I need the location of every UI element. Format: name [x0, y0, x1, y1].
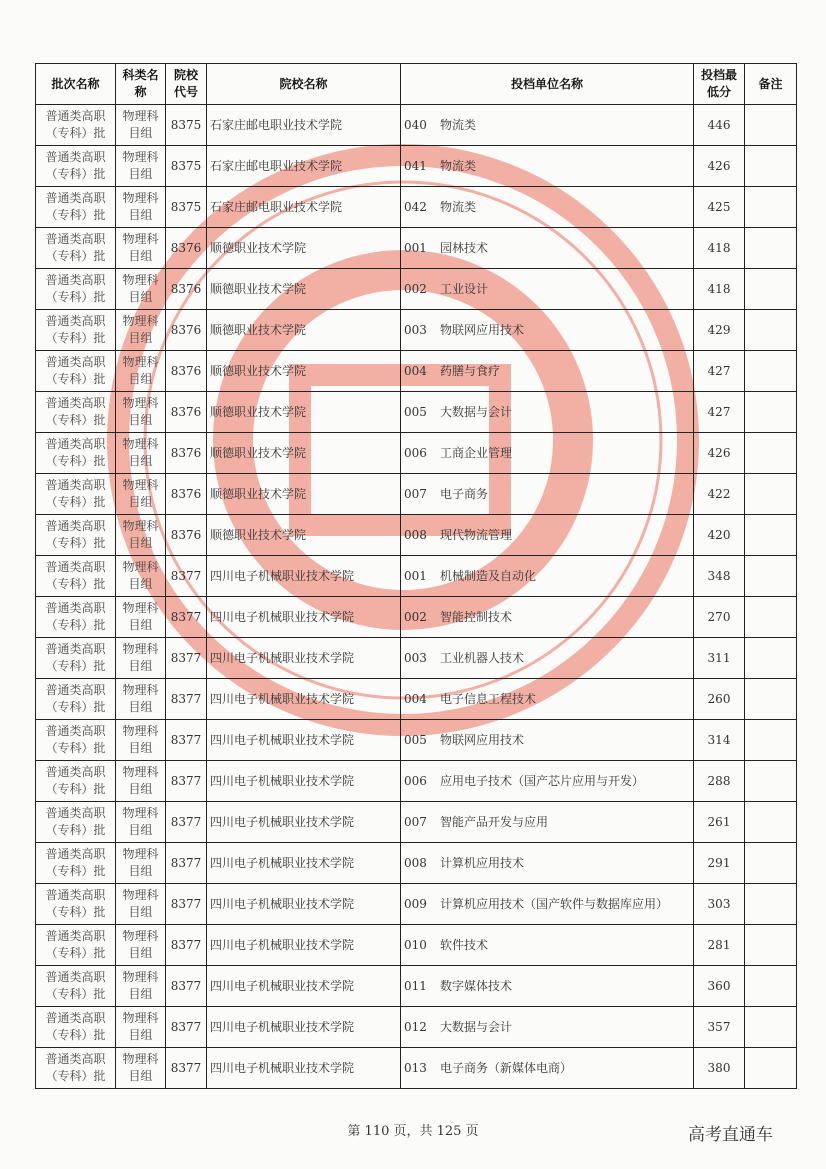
table-header-row	[36, 64, 797, 105]
cell-school-name: 四川电子机械职业技术学院	[207, 802, 401, 843]
cell-category: 物理科目组	[116, 187, 166, 228]
unit-code: 002	[404, 609, 427, 624]
cell-note	[745, 310, 797, 351]
cell-note	[745, 474, 797, 515]
table-row	[36, 351, 797, 392]
cell-school-code: 8377	[166, 925, 207, 966]
cell-school-name: 顺德职业技术学院	[207, 474, 401, 515]
cell-school-name: 顺德职业技术学院	[207, 269, 401, 310]
unit-code: 008	[404, 855, 427, 870]
admission-table	[35, 63, 797, 1089]
cell-note	[745, 351, 797, 392]
unit-code: 006	[404, 445, 427, 460]
cell-min-score: 425	[694, 187, 745, 228]
unit-name: 计算机应用技术	[440, 855, 525, 870]
cell-school-code: 8377	[166, 843, 207, 884]
table-row	[36, 884, 797, 925]
unit-code: 004	[404, 363, 427, 378]
unit-name: 数字媒体技术	[440, 978, 513, 993]
unit-name: 园林技术	[440, 240, 489, 255]
cell-school-name: 四川电子机械职业技术学院	[207, 556, 401, 597]
unit-name: 工业设计	[440, 281, 489, 296]
cell-batch: 普通类高职（专科）批	[36, 269, 116, 310]
cell-school-code: 8375	[166, 146, 207, 187]
cell-note	[745, 597, 797, 638]
cell-unit	[401, 187, 694, 228]
cell-note	[745, 187, 797, 228]
cell-min-score: 261	[694, 802, 745, 843]
cell-category: 物理科目组	[116, 638, 166, 679]
cell-category: 物理科目组	[116, 310, 166, 351]
cell-batch: 普通类高职（专科）批	[36, 638, 116, 679]
unit-code: 005	[404, 404, 427, 419]
cell-batch: 普通类高职（专科）批	[36, 761, 116, 802]
cell-note	[745, 146, 797, 187]
cell-category: 物理科目组	[116, 884, 166, 925]
cell-unit	[401, 884, 694, 925]
cell-note	[745, 1048, 797, 1089]
table-row	[36, 474, 797, 515]
cell-school-name: 顺德职业技术学院	[207, 433, 401, 474]
cell-batch: 普通类高职（专科）批	[36, 187, 116, 228]
table-row	[36, 515, 797, 556]
cell-school-code: 8377	[166, 638, 207, 679]
unit-code: 011	[404, 978, 427, 993]
cell-batch: 普通类高职（专科）批	[36, 1048, 116, 1089]
cell-min-score: 303	[694, 884, 745, 925]
cell-school-code: 8377	[166, 884, 207, 925]
unit-name: 电子商务	[440, 486, 489, 501]
cell-min-score: 288	[694, 761, 745, 802]
cell-note	[745, 720, 797, 761]
table-row	[36, 269, 797, 310]
table-row	[36, 761, 797, 802]
cell-category: 物理科目组	[116, 146, 166, 187]
table-row	[36, 433, 797, 474]
cell-min-score: 360	[694, 966, 745, 1007]
cell-min-score: 260	[694, 679, 745, 720]
cell-note	[745, 638, 797, 679]
table-row	[36, 925, 797, 966]
cell-category: 物理科目组	[116, 597, 166, 638]
unit-code: 003	[404, 650, 427, 665]
cell-category: 物理科目组	[116, 679, 166, 720]
cell-batch: 普通类高职（专科）批	[36, 556, 116, 597]
cell-min-score: 446	[694, 105, 745, 146]
unit-name: 大数据与会计	[440, 1019, 513, 1034]
table-row	[36, 1048, 797, 1089]
cell-note	[745, 966, 797, 1007]
cell-note	[745, 761, 797, 802]
unit-name: 应用电子技术（国产芯片应用与开发）	[440, 773, 645, 788]
cell-school-name: 顺德职业技术学院	[207, 392, 401, 433]
unit-name: 计算机应用技术（国产软件与数据库应用）	[440, 896, 669, 911]
cell-school-name: 四川电子机械职业技术学院	[207, 1048, 401, 1089]
cell-unit	[401, 925, 694, 966]
cell-note	[745, 679, 797, 720]
cell-min-score: 429	[694, 310, 745, 351]
cell-category: 物理科目组	[116, 515, 166, 556]
unit-name: 工业机器人技术	[440, 650, 525, 665]
cell-unit	[401, 1048, 694, 1089]
cell-min-score: 427	[694, 351, 745, 392]
cell-batch: 普通类高职（专科）批	[36, 597, 116, 638]
unit-code: 001	[404, 240, 427, 255]
cell-unit	[401, 515, 694, 556]
cell-school-code: 8377	[166, 720, 207, 761]
table-row	[36, 966, 797, 1007]
cell-min-score: 357	[694, 1007, 745, 1048]
unit-name: 现代物流管理	[440, 527, 513, 542]
table-row	[36, 843, 797, 884]
cell-school-name: 四川电子机械职业技术学院	[207, 638, 401, 679]
cell-category: 物理科目组	[116, 392, 166, 433]
cell-school-code: 8375	[166, 187, 207, 228]
cell-school-code: 8377	[166, 802, 207, 843]
cell-school-name: 四川电子机械职业技术学院	[207, 597, 401, 638]
cell-category: 物理科目组	[116, 966, 166, 1007]
cell-note	[745, 1007, 797, 1048]
cell-category: 物理科目组	[116, 474, 166, 515]
cell-note	[745, 843, 797, 884]
cell-unit	[401, 105, 694, 146]
table-row	[36, 679, 797, 720]
cell-school-name: 四川电子机械职业技术学院	[207, 884, 401, 925]
header-school-code: 院校代号	[166, 64, 207, 105]
table-row	[36, 105, 797, 146]
cell-batch: 普通类高职（专科）批	[36, 925, 116, 966]
unit-name: 工商企业管理	[440, 445, 513, 460]
cell-batch: 普通类高职（专科）批	[36, 966, 116, 1007]
cell-category: 物理科目组	[116, 925, 166, 966]
table-row	[36, 146, 797, 187]
cell-school-code: 8376	[166, 392, 207, 433]
cell-batch: 普通类高职（专科）批	[36, 720, 116, 761]
cell-school-code: 8376	[166, 351, 207, 392]
cell-min-score: 426	[694, 146, 745, 187]
cell-category: 物理科目组	[116, 761, 166, 802]
cell-school-name: 四川电子机械职业技术学院	[207, 1007, 401, 1048]
cell-unit	[401, 802, 694, 843]
table-row	[36, 1007, 797, 1048]
unit-code: 003	[404, 322, 427, 337]
cell-school-code: 8376	[166, 474, 207, 515]
cell-school-code: 8377	[166, 966, 207, 1007]
cell-unit	[401, 146, 694, 187]
cell-batch: 普通类高职（专科）批	[36, 433, 116, 474]
cell-school-code: 8376	[166, 515, 207, 556]
cell-school-name: 四川电子机械职业技术学院	[207, 843, 401, 884]
cell-min-score: 426	[694, 433, 745, 474]
cell-unit	[401, 269, 694, 310]
cell-batch: 普通类高职（专科）批	[36, 884, 116, 925]
cell-min-score: 418	[694, 228, 745, 269]
cell-min-score: 348	[694, 556, 745, 597]
cell-category: 物理科目组	[116, 556, 166, 597]
cell-batch: 普通类高职（专科）批	[36, 679, 116, 720]
cell-school-code: 8377	[166, 556, 207, 597]
cell-unit	[401, 556, 694, 597]
cell-unit	[401, 433, 694, 474]
cell-school-code: 8376	[166, 433, 207, 474]
unit-code: 040	[404, 117, 427, 132]
cell-unit	[401, 638, 694, 679]
cell-min-score: 427	[694, 392, 745, 433]
cell-school-name: 四川电子机械职业技术学院	[207, 679, 401, 720]
unit-code: 009	[404, 896, 427, 911]
cell-school-code: 8377	[166, 597, 207, 638]
cell-batch: 普通类高职（专科）批	[36, 351, 116, 392]
table-row	[36, 392, 797, 433]
cell-school-name: 四川电子机械职业技术学院	[207, 720, 401, 761]
cell-school-name: 四川电子机械职业技术学院	[207, 966, 401, 1007]
cell-category: 物理科目组	[116, 720, 166, 761]
cell-school-code: 8377	[166, 1007, 207, 1048]
cell-category: 物理科目组	[116, 228, 166, 269]
cell-unit	[401, 392, 694, 433]
cell-school-name: 四川电子机械职业技术学院	[207, 925, 401, 966]
cell-batch: 普通类高职（专科）批	[36, 802, 116, 843]
cell-note	[745, 392, 797, 433]
cell-min-score: 418	[694, 269, 745, 310]
cell-note	[745, 515, 797, 556]
cell-min-score: 281	[694, 925, 745, 966]
table-row	[36, 597, 797, 638]
unit-code: 001	[404, 568, 427, 583]
cell-note	[745, 105, 797, 146]
unit-name: 电子信息工程技术	[440, 691, 537, 706]
unit-name: 智能控制技术	[440, 609, 513, 624]
table-row	[36, 720, 797, 761]
unit-name: 机械制造及自动化	[440, 568, 537, 583]
table-row	[36, 228, 797, 269]
unit-name: 电子商务（新媒体电商）	[440, 1060, 573, 1075]
cell-unit	[401, 310, 694, 351]
cell-min-score: 291	[694, 843, 745, 884]
cell-school-code: 8376	[166, 269, 207, 310]
unit-name: 物流类	[440, 117, 477, 132]
header-batch: 批次名称	[36, 64, 116, 105]
cell-category: 物理科目组	[116, 802, 166, 843]
cell-min-score: 380	[694, 1048, 745, 1089]
cell-category: 物理科目组	[116, 1048, 166, 1089]
cell-category: 物理科目组	[116, 269, 166, 310]
header-note: 备注	[745, 64, 797, 105]
cell-batch: 普通类高职（专科）批	[36, 310, 116, 351]
cell-school-name: 石家庄邮电职业技术学院	[207, 187, 401, 228]
table-row	[36, 638, 797, 679]
unit-code: 002	[404, 281, 427, 296]
cell-min-score: 420	[694, 515, 745, 556]
cell-note	[745, 556, 797, 597]
cell-school-name: 顺德职业技术学院	[207, 310, 401, 351]
header-unit: 投档单位名称	[401, 64, 694, 105]
unit-code: 010	[404, 937, 427, 952]
unit-name: 大数据与会计	[440, 404, 513, 419]
cell-note	[745, 925, 797, 966]
cell-school-name: 石家庄邮电职业技术学院	[207, 146, 401, 187]
cell-batch: 普通类高职（专科）批	[36, 105, 116, 146]
header-min-score: 投档最低分	[694, 64, 745, 105]
cell-unit	[401, 351, 694, 392]
cell-category: 物理科目组	[116, 1007, 166, 1048]
cell-school-code: 8376	[166, 310, 207, 351]
unit-code: 012	[404, 1019, 427, 1034]
cell-school-name: 顺德职业技术学院	[207, 515, 401, 556]
unit-code: 006	[404, 773, 427, 788]
cell-note	[745, 269, 797, 310]
cell-school-code: 8375	[166, 105, 207, 146]
table-row	[36, 187, 797, 228]
unit-name: 智能产品开发与应用	[440, 814, 549, 829]
cell-school-code: 8376	[166, 228, 207, 269]
cell-unit	[401, 720, 694, 761]
header-category: 科类名称	[116, 64, 166, 105]
cell-batch: 普通类高职（专科）批	[36, 474, 116, 515]
cell-min-score: 311	[694, 638, 745, 679]
cell-min-score: 314	[694, 720, 745, 761]
cell-min-score: 270	[694, 597, 745, 638]
cell-school-code: 8377	[166, 679, 207, 720]
unit-name: 物联网应用技术	[440, 732, 525, 747]
cell-batch: 普通类高职（专科）批	[36, 228, 116, 269]
cell-batch: 普通类高职（专科）批	[36, 1007, 116, 1048]
unit-code: 042	[404, 199, 427, 214]
unit-code: 041	[404, 158, 427, 173]
cell-school-name: 石家庄邮电职业技术学院	[207, 105, 401, 146]
table-row	[36, 556, 797, 597]
cell-category: 物理科目组	[116, 433, 166, 474]
cell-unit	[401, 843, 694, 884]
unit-name: 物流类	[440, 199, 477, 214]
unit-name: 物联网应用技术	[440, 322, 525, 337]
table-row	[36, 310, 797, 351]
unit-code: 004	[404, 691, 427, 706]
cell-note	[745, 228, 797, 269]
cell-unit	[401, 1007, 694, 1048]
cell-batch: 普通类高职（专科）批	[36, 843, 116, 884]
cell-school-code: 8377	[166, 1048, 207, 1089]
cell-unit	[401, 679, 694, 720]
cell-unit	[401, 597, 694, 638]
cell-category: 物理科目组	[116, 843, 166, 884]
cell-school-name: 顺德职业技术学院	[207, 228, 401, 269]
cell-note	[745, 802, 797, 843]
unit-code: 007	[404, 814, 427, 829]
unit-name: 药膳与食疗	[440, 363, 501, 378]
brand-label: 高考直通车	[688, 1125, 773, 1145]
cell-unit	[401, 474, 694, 515]
cell-unit	[401, 761, 694, 802]
unit-code: 005	[404, 732, 427, 747]
unit-code: 013	[404, 1060, 427, 1075]
unit-name: 物流类	[440, 158, 477, 173]
page-number: 第 110 页，共 125 页	[347, 1124, 479, 1139]
cell-min-score: 422	[694, 474, 745, 515]
cell-category: 物理科目组	[116, 351, 166, 392]
cell-note	[745, 433, 797, 474]
cell-batch: 普通类高职（专科）批	[36, 146, 116, 187]
cell-batch: 普通类高职（专科）批	[36, 392, 116, 433]
cell-unit	[401, 966, 694, 1007]
table-row	[36, 802, 797, 843]
cell-category: 物理科目组	[116, 105, 166, 146]
header-school-name: 院校名称	[207, 64, 401, 105]
cell-school-name: 顺德职业技术学院	[207, 351, 401, 392]
cell-school-code: 8377	[166, 761, 207, 802]
cell-school-name: 四川电子机械职业技术学院	[207, 761, 401, 802]
unit-code: 008	[404, 527, 427, 542]
cell-unit	[401, 228, 694, 269]
unit-code: 007	[404, 486, 427, 501]
cell-note	[745, 884, 797, 925]
cell-batch: 普通类高职（专科）批	[36, 515, 116, 556]
unit-name: 软件技术	[440, 937, 489, 952]
